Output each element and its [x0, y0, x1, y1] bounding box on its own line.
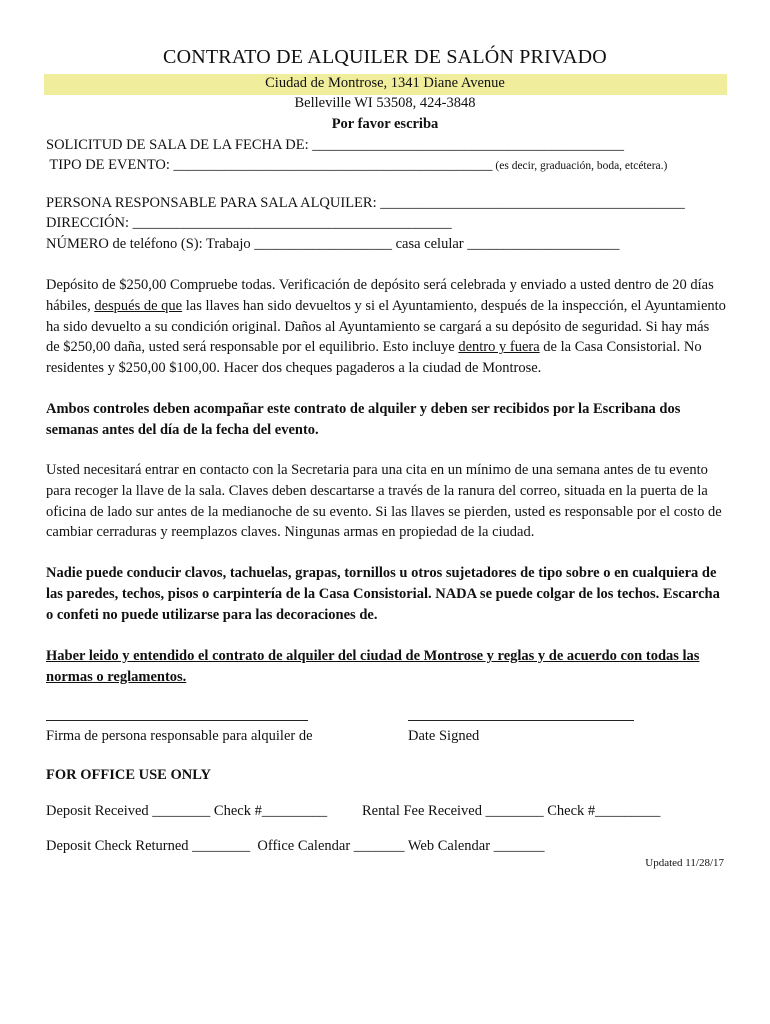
- office-row-rental-fee[interactable]: Rental Fee Received ________ Check #_________: [362, 803, 661, 819]
- deposit-text-3: de la Casa Consistorial. No residentes y $250,00 $100,00. Hacer dos cheques pagaderos a la ciudad de Montrose.: [46, 339, 702, 377]
- responsible-person-field[interactable]: PERSONA RESPONSABLE PARA SALA ALQUILER: __________________________________________: [46, 195, 685, 211]
- date-signed-line[interactable]: [408, 720, 634, 721]
- office-row-returned[interactable]: Deposit Check Returned ________ Office Calendar _______ Web Calendar _______: [46, 838, 545, 854]
- address-line-2: Belleville WI 53508, 424-3848: [294, 95, 476, 111]
- no-nails-paragraph: Nadie puede conducir clavos, tachuelas, grapas, tornillos u otros sujetadores de tipo sobre o en cualquiera de las paredes, techos, pisos o carpintería de la Casa Consistorial. NADA se puede colgar de los techos. Escarcha o confeti no puede utilizarse para las decoraciones de.: [46, 565, 720, 623]
- deposit-underlined-1: después de que: [94, 297, 183, 314]
- address-field[interactable]: DIRECCIÓN: ____________________________________________: [46, 215, 452, 231]
- office-row-deposit[interactable]: Deposit Received ________ Check #_________: [46, 803, 328, 819]
- agreement-paragraph: Haber leido y entendido el contrato de alquiler del ciudad de Montrose y reglas y de acuerdo con todas las normas o reglamentos.: [46, 648, 700, 685]
- both-controls-paragraph: Ambos controles deben acompañar este contrato de alquiler y deben ser recibidos por la Escribana dos semanas antes del día de la fecha del evento.: [46, 401, 681, 438]
- date-request-field[interactable]: SOLICITUD DE SALA DE LA FECHA DE: ___________________________________________: [46, 137, 624, 153]
- office-use-heading: FOR OFFICE USE ONLY: [46, 767, 212, 783]
- event-type-field[interactable]: TIPO DE EVENTO: ____________________________________________: [46, 157, 493, 173]
- event-type-note: (es decir, graduación, boda, etcétera.): [492, 160, 668, 172]
- address-line-1: Ciudad de Montrose, 1341 Diane Avenue: [265, 75, 505, 91]
- signature-label: Firma de persona responsable para alquiler de: [46, 728, 313, 744]
- deposit-text-2: las llaves han sido devueltos y si el Ayuntamiento, después de la inspección, el Ayuntamiento ha sido devuelto a su condición original. Daños al Ayuntamiento se cargará a su depósito de seguridad. Si hay más de $250,00 daña, usted será responsable por el equilibrio. Esto incluye: [46, 297, 726, 356]
- date-signed-label: Date Signed: [408, 728, 480, 744]
- deposit-paragraph: [46, 275, 726, 379]
- signature-line[interactable]: [46, 720, 308, 721]
- event-type-row: [46, 157, 667, 174]
- updated-date: Updated 11/28/17: [645, 857, 724, 869]
- keys-paragraph: Usted necesitará entrar en contacto con la Secretaria para una cita en un mínimo de una semana antes de tu evento para recoger la llave de la sala. Claves deben descartarse a través de la ranura del correo, situada en la puerta de la oficina de lado sur antes de la medianoche de su evento. Si las llaves se pierden, usted es responsable por el costo de cambiar cerraduras y reemplazos claves. Ningunas armas en propiedad de la ciudad.: [46, 462, 722, 541]
- instruction-text: Por favor escriba: [331, 116, 439, 132]
- deposit-underlined-2: dentro y fuera: [458, 339, 540, 356]
- document-title: CONTRATO DE ALQUILER DE SALÓN PRIVADO: [163, 46, 607, 68]
- deposit-text-1: Depósito de $250,00 Compruebe todas. Verificación de depósito será celebrada y enviado a usted dentro de 20 días hábiles,: [46, 277, 714, 314]
- phone-field[interactable]: NÚMERO de teléfono (S): Trabajo ___________________ casa celular _____________________: [46, 236, 620, 252]
